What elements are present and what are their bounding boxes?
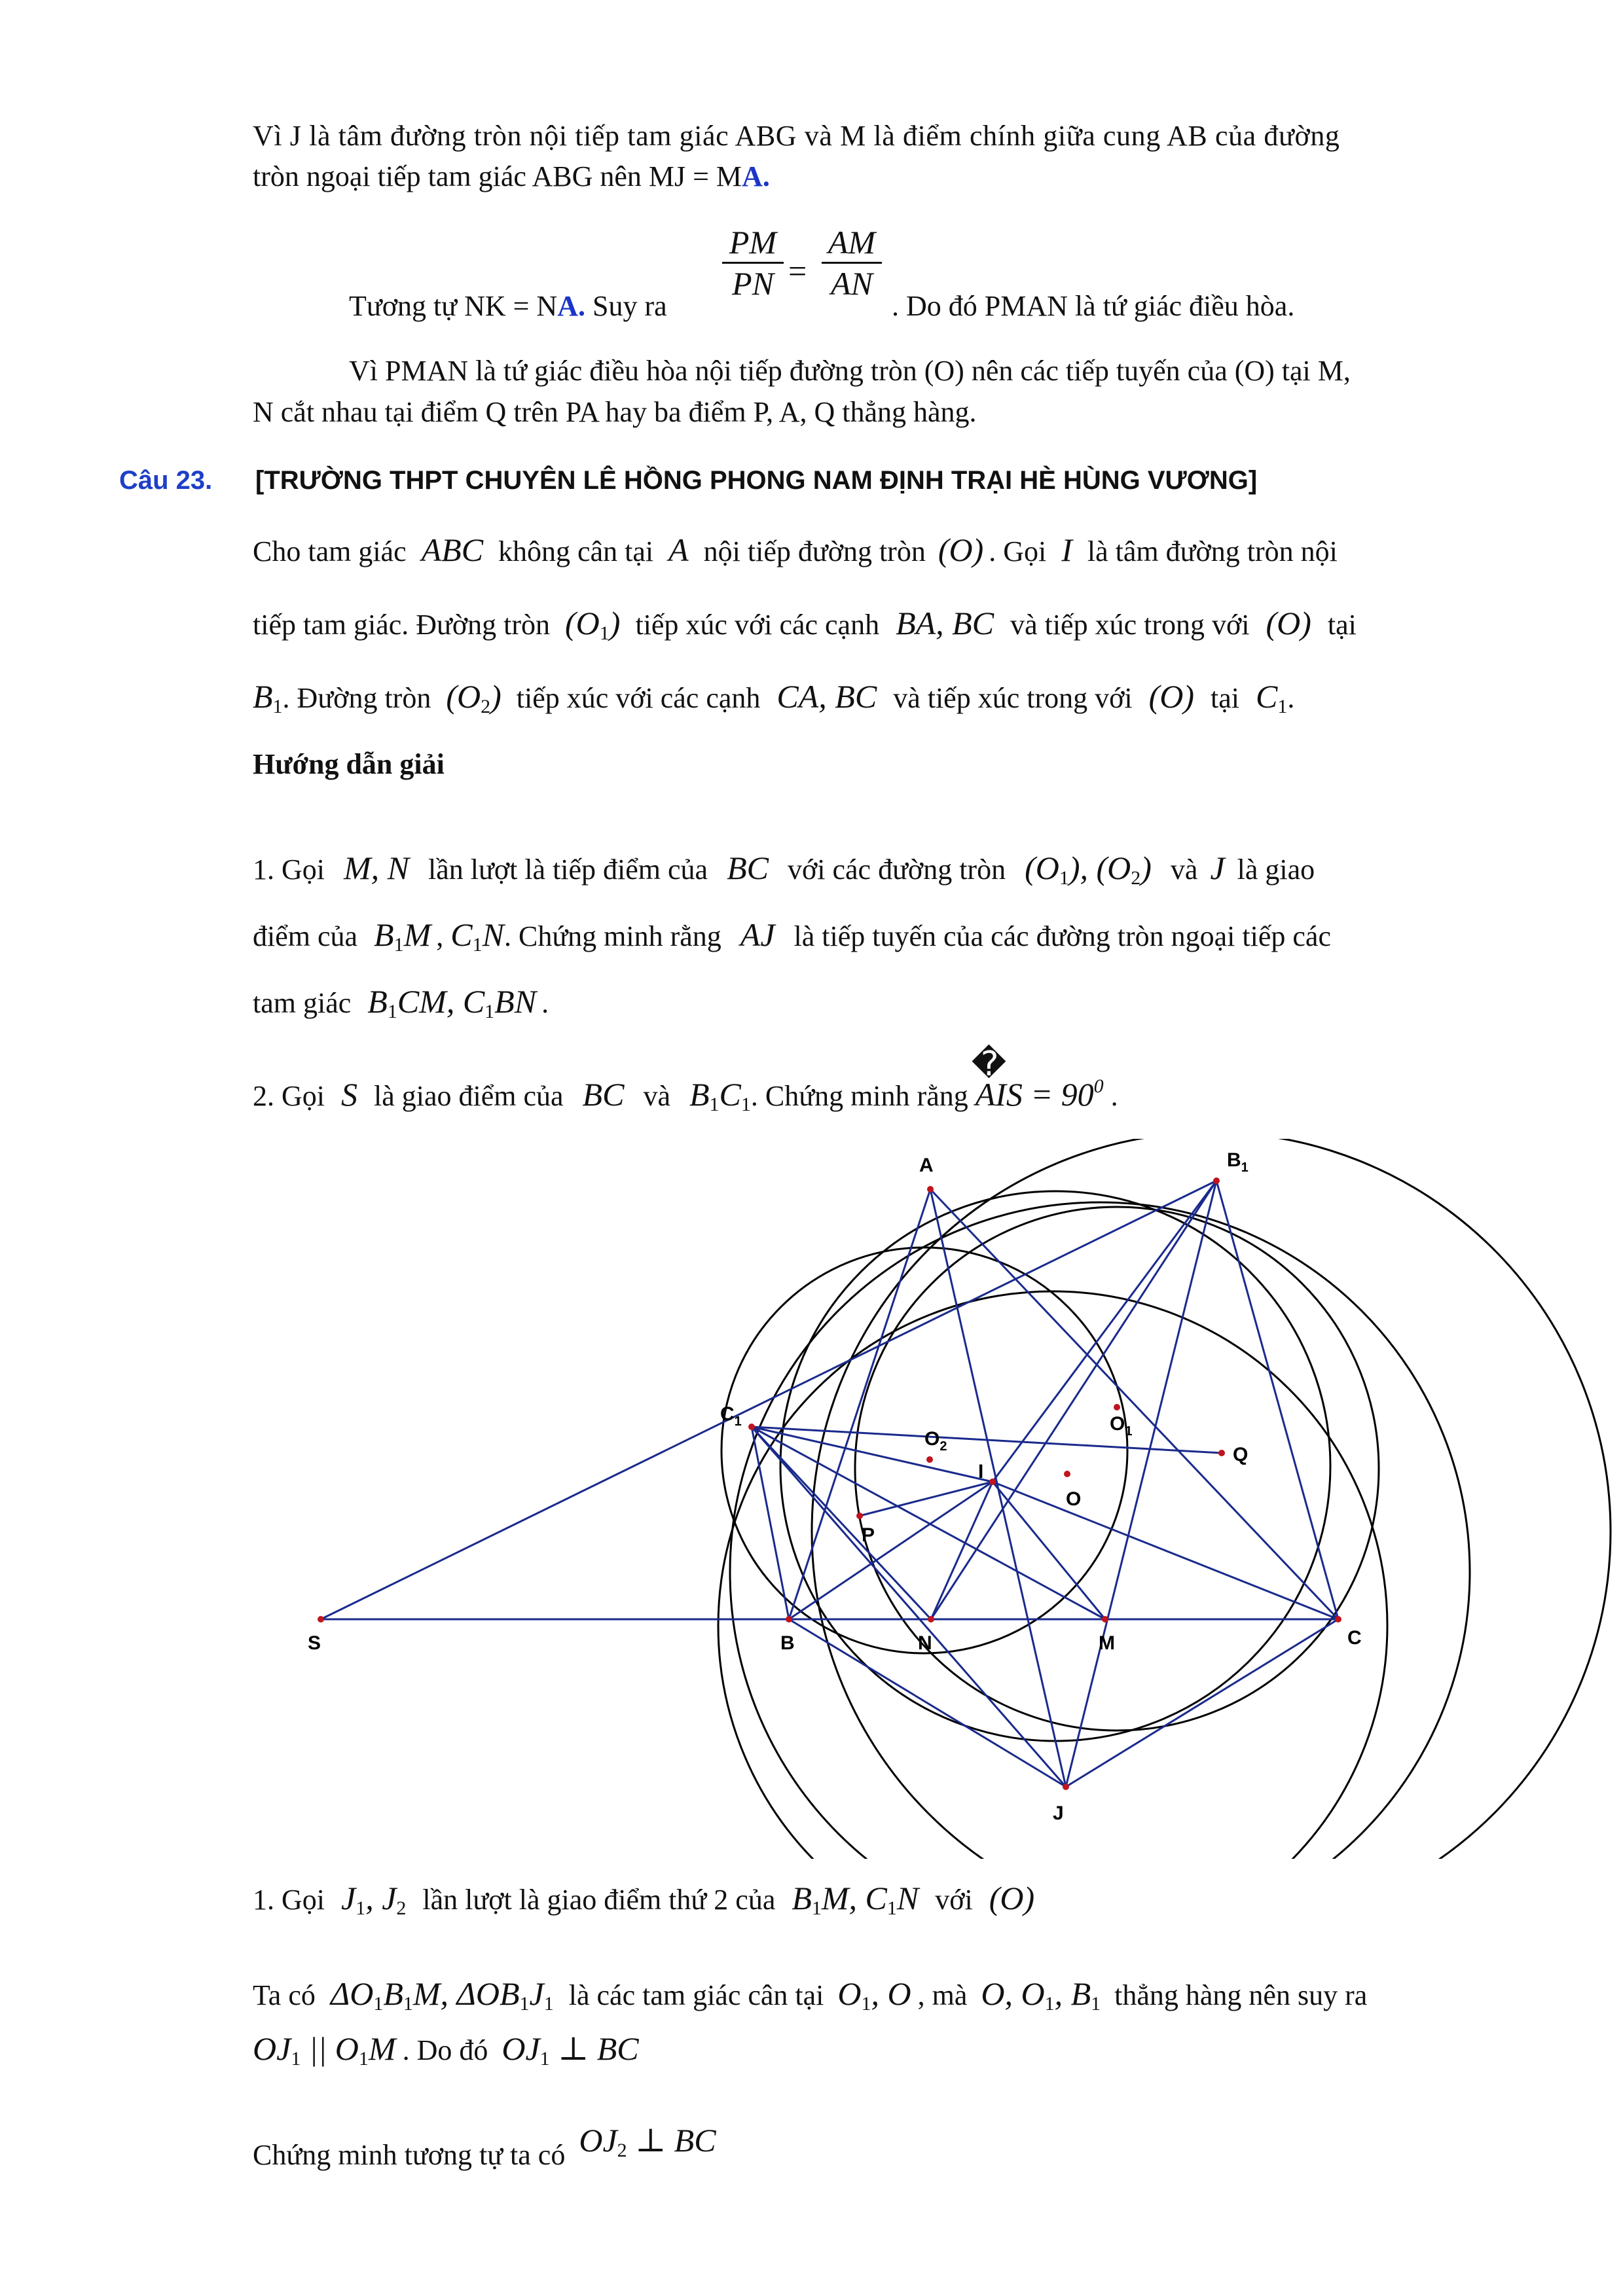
math-circles [1025, 850, 1152, 889]
label-i: I [978, 1461, 984, 1482]
text-span: tiếp xúc với các cạnh [635, 609, 880, 641]
label-j: J [1053, 1803, 1064, 1824]
text-line: Vì J là tâm đường tròn nội tiếp tam giác ABG và M là điểm chính giữa cung AB của đường [253, 120, 1340, 152]
label-a: A [919, 1155, 934, 1176]
subscript: 1 [599, 622, 610, 644]
line-c1-j [752, 1427, 1066, 1787]
math-part: B [792, 1880, 812, 1916]
math-part: M [403, 916, 431, 953]
math-part: ), (O [1068, 850, 1131, 886]
subscript: 2 [1131, 867, 1141, 889]
subscript: 1 [272, 696, 283, 717]
subscript: 1 [1059, 867, 1069, 889]
math-bc: BC [727, 850, 769, 886]
line-c1-b [752, 1427, 789, 1619]
subscript: 2 [396, 1897, 407, 1919]
math-bc: BC [582, 1076, 625, 1113]
q1-line-1 [253, 848, 1315, 898]
sol-line-2 [253, 1974, 1367, 2024]
broken-glyph: � [971, 1045, 1007, 1084]
label-part: O [1110, 1413, 1125, 1435]
problem-line-1 [253, 530, 1338, 571]
text-span: nội tiếp đường tròn [703, 535, 926, 567]
math-abc: ABC [421, 531, 484, 568]
label-p: P [862, 1524, 875, 1546]
q1-line-3 [253, 982, 549, 1031]
text-span: là tâm đường tròn nội [1087, 535, 1338, 567]
subscript: 2 [617, 2140, 627, 2161]
label-o1 [1110, 1413, 1132, 1439]
subscript: 1 [387, 1001, 397, 1022]
subscript: 1 [291, 2048, 301, 2070]
point-o1 [1114, 1404, 1120, 1410]
math-ca-bc: CA, BC [776, 678, 877, 715]
text-span: Ta có [253, 1979, 316, 2011]
text-span: tiếp xúc với các cạnh [516, 682, 761, 714]
label-m: M [1099, 1632, 1115, 1654]
text-line: N cắt nhau tại điểm Q trên PA hay ba điểm P, A, Q thẳng hàng. [253, 396, 977, 428]
subscript: 1 [811, 1897, 822, 1919]
math-part: ⊥ BC [627, 2122, 716, 2159]
math-part: ΔO [330, 1975, 374, 2012]
math-j1-j2 [341, 1880, 407, 1919]
label-subscript: 1 [1125, 1424, 1133, 1439]
point-c1 [748, 1424, 755, 1430]
label-q: Q [1233, 1444, 1249, 1465]
text-span: Cho tam giác [253, 535, 407, 567]
denominator: PN [732, 265, 774, 302]
math-m-n: M, N [344, 850, 409, 886]
line-i-c [993, 1482, 1338, 1619]
point-p [856, 1513, 863, 1519]
text-span: . Do đó [402, 2034, 488, 2066]
text-span: là giao điểm của [374, 1080, 564, 1112]
math-circle-o: (O) [1266, 605, 1311, 641]
text-span: điểm của [253, 920, 358, 952]
math-s: S [341, 1076, 357, 1113]
denominator: AN [831, 265, 873, 302]
point-i [989, 1479, 996, 1485]
math-part: (O [1025, 850, 1059, 886]
label-subscript: 2 [939, 1439, 947, 1454]
text-span: và tiếp xúc trong với [893, 682, 1133, 714]
text-line [349, 287, 667, 326]
text-span: thẳng hàng nên suy ra [1114, 1979, 1368, 2011]
text-span: 1. Gọi [253, 853, 325, 886]
text-span: với các đường tròn [788, 853, 1006, 886]
line-s-b1 [321, 1181, 1216, 1619]
math-circle-o2 [446, 678, 501, 715]
math-part: B [689, 1076, 710, 1113]
math-i: I [1061, 531, 1072, 568]
subscript: 1 [709, 1094, 720, 1115]
text-span: tại [1211, 682, 1240, 714]
problem-line-2 [253, 603, 1357, 653]
math-perpendicular-2 [579, 2122, 716, 2159]
label-part: B [1227, 1149, 1241, 1171]
point-b [786, 1616, 792, 1623]
point-b1 [1213, 1177, 1220, 1184]
math-part: J [529, 1975, 544, 2012]
text-span: , [436, 920, 444, 952]
text-span: tiếp tam giác. Đường tròn [253, 609, 551, 641]
math-part: B [253, 678, 273, 715]
subscript: 1 [1091, 1993, 1101, 2015]
line-b1-j [1066, 1181, 1216, 1787]
subscript: 1 [740, 1094, 751, 1115]
math-part: OJ [579, 2122, 617, 2159]
math-part: M [412, 1975, 441, 2012]
label-o: O [1066, 1488, 1082, 1510]
line-i-c1b1 [752, 1427, 993, 1482]
text-span: . [1287, 682, 1295, 714]
math-isosceles [330, 1975, 554, 2015]
math-ba-bc: BA, BC [896, 605, 994, 641]
angle-expression [971, 1045, 1104, 1116]
math-part: ) [490, 678, 501, 715]
text-span: với [935, 1884, 973, 1916]
subscript: 1 [356, 1897, 366, 1919]
text-line: . Do đó PMAN là tứ giác điều hòa. [892, 290, 1295, 322]
subscript: 1 [543, 1993, 554, 2015]
subscript: 1 [472, 934, 483, 956]
label-c: C [1347, 1627, 1362, 1649]
math-part: , ΔOB [440, 1975, 520, 2012]
label-o2 [924, 1428, 947, 1454]
line-b1-c [1216, 1181, 1338, 1619]
numerator: AM [828, 224, 876, 260]
math-triangles [367, 983, 536, 1020]
label-b: B [780, 1632, 795, 1654]
math-part: BN [494, 983, 537, 1020]
text-span: là giao [1237, 853, 1315, 886]
math-part: OJ [501, 2030, 540, 2067]
line-b1-i [993, 1181, 1216, 1482]
text-span: lần lượt là giao điểm thứ 2 của [422, 1884, 776, 1916]
subscript: 1 [539, 2048, 550, 2070]
text-span: . [541, 987, 549, 1019]
math-part: ⊥ BC [549, 2030, 639, 2067]
point-n [928, 1616, 934, 1623]
math-j: J [1210, 850, 1225, 886]
text-span: Suy ra [585, 290, 667, 322]
text-span: , mà [917, 1979, 968, 2011]
math-b1m [374, 916, 431, 956]
math-part: C [719, 1076, 741, 1113]
math-circle-o: (O) [989, 1880, 1035, 1916]
text-span: 1. Gọi [253, 1884, 325, 1916]
math-part: J [341, 1880, 356, 1916]
math-o1-o [837, 1975, 911, 2015]
math-part: B [383, 1975, 403, 2012]
circle-o2 [721, 1247, 1127, 1653]
superscript: 0 [1093, 1075, 1104, 1097]
math-part: , C [446, 983, 485, 1020]
math-part: B [367, 983, 388, 1020]
math-part: OJ [253, 2030, 291, 2067]
math-b1 [253, 678, 283, 715]
math-circle-o: (O) [1148, 678, 1195, 715]
math-c1n [450, 916, 504, 956]
point-o [1064, 1471, 1070, 1477]
subscript: 1 [403, 1993, 413, 2015]
text-span: Chứng minh tương tự ta có [253, 2139, 566, 2171]
math-part: ) [1140, 850, 1152, 886]
math-part: CM [397, 983, 447, 1020]
subscript: 1 [358, 2048, 369, 2070]
text-span: . Chứng minh rằng [503, 920, 721, 952]
math-part: N [896, 1880, 919, 1916]
text-span: . Đường tròn [282, 682, 431, 714]
subscript: 1 [1044, 1993, 1055, 2015]
line-a-c [930, 1189, 1338, 1619]
text-span: tam giác [253, 987, 352, 1019]
math-part: B [374, 916, 394, 953]
math-part: M, C [821, 1880, 887, 1916]
label-part: C [720, 1403, 735, 1425]
math-collinear [981, 1975, 1101, 2015]
subscript: 2 [481, 696, 491, 717]
fraction-am-an [822, 223, 882, 303]
text-span: . Gọi [989, 535, 1047, 567]
math-part: C [450, 916, 473, 953]
problem-line-3 [253, 677, 1294, 726]
point-m [1102, 1616, 1108, 1623]
line-c1-m [752, 1427, 1105, 1619]
math-part: O [837, 1975, 862, 2012]
point-j [1063, 1784, 1069, 1790]
subscript: 1 [1277, 696, 1288, 717]
math-a: A [668, 531, 689, 568]
math-part: , B [1054, 1975, 1091, 2012]
text-span: . Chứng minh rằng [750, 1080, 968, 1112]
text-line [253, 157, 770, 196]
sol-line-3 [253, 2029, 639, 2079]
text-span: và [643, 1080, 670, 1112]
point-c [1335, 1616, 1341, 1623]
point-a [927, 1186, 934, 1193]
question-source: [TRƯỜNG THPT CHUYÊN LÊ HỒNG PHONG NAM ĐỊNH TRẠI HÈ HÙNG VƯƠNG] [255, 466, 1258, 495]
circle-through-b-n [812, 1139, 1611, 1859]
equals-sign: = [788, 253, 807, 289]
math-part: O, O [981, 1975, 1045, 2012]
text-span: . [1110, 1080, 1118, 1112]
math-part: (O [565, 605, 600, 641]
circles [718, 1139, 1611, 1859]
q1-line-2 [253, 915, 1331, 965]
math-part: M [368, 2030, 396, 2067]
text-span: A. [557, 290, 585, 322]
fraction-pm-pn [722, 223, 784, 303]
math-b1m-c1n [792, 1880, 919, 1919]
line-i-m [993, 1482, 1105, 1619]
text-span: lần lượt là tiếp điểm của [428, 853, 708, 886]
label-n: N [918, 1632, 932, 1654]
math-part: , O [871, 1975, 911, 2012]
question-label: Câu 23. [119, 466, 213, 495]
math-circle-o1 [565, 605, 621, 644]
text-span: A. [742, 160, 770, 192]
subscript: 1 [484, 1001, 495, 1022]
label-s: S [308, 1632, 321, 1654]
text-span: Tương tự NK = N [349, 290, 558, 322]
subscript: 1 [886, 1897, 897, 1919]
text-span: là tiếp tuyến của các đường tròn ngoại tiếp các [793, 920, 1331, 952]
sol-line-1 [253, 1878, 1034, 1928]
math-aj: AJ [740, 916, 775, 953]
label-b1 [1227, 1149, 1249, 1175]
math-part: N [482, 916, 504, 953]
points [318, 1177, 1341, 1790]
text-span: là các tam giác cân tại [568, 1979, 824, 2011]
point-o2 [926, 1456, 933, 1463]
math-part: , J [365, 1880, 397, 1916]
text-line: Vì PMAN là tứ giác điều hòa nội tiếp đường tròn (O) nên các tiếp tuyến của (O) tại M, [349, 355, 1351, 387]
label-subscript: 1 [734, 1414, 742, 1429]
math-c1 [1256, 678, 1287, 715]
subscript: 1 [519, 1993, 530, 2015]
math-b1c1 [689, 1076, 751, 1113]
point-q [1218, 1450, 1225, 1456]
text-span: không cân tại [498, 535, 654, 567]
line-p-i [860, 1482, 993, 1516]
circle-b1cm [780, 1191, 1330, 1741]
subscript: 1 [373, 1993, 384, 2015]
math-parallel [253, 2030, 396, 2070]
text-span: và [1170, 853, 1198, 886]
math-part: (O [446, 678, 481, 715]
text-span: tại [1327, 609, 1357, 641]
sol-line-4 [253, 2121, 716, 2170]
text-span: tròn ngoại tiếp tam giác ABG nên MJ = M [253, 160, 742, 192]
q2-line [253, 1045, 1118, 1124]
text-span: 2. Gọi [253, 1080, 325, 1112]
point-s [318, 1616, 324, 1623]
label-part: O [924, 1428, 940, 1450]
geometry-figure [0, 1139, 1623, 1859]
section-heading: Hướng dẫn giải [253, 748, 445, 780]
subscript: 1 [861, 1993, 871, 2015]
math-part: || O [301, 2030, 359, 2067]
label-subscript: 1 [1241, 1160, 1249, 1175]
numerator: PM [729, 224, 777, 260]
math-circle-o: (O) [938, 531, 984, 568]
math-perpendicular [501, 2030, 639, 2070]
math-part: C [1256, 678, 1278, 715]
line-a-b [789, 1189, 930, 1619]
subscript: 1 [393, 934, 404, 956]
math-part: ) [609, 605, 621, 641]
text-span: và tiếp xúc trong với [1010, 609, 1250, 641]
math-part: AIS = 90 [975, 1076, 1094, 1113]
